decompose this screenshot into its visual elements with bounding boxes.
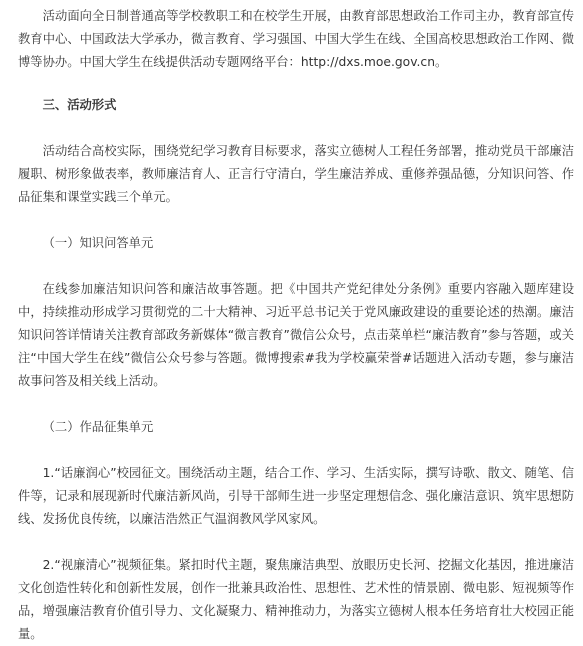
section-heading-activity-form: 三、活动形式 [42, 98, 117, 112]
spacer [18, 117, 574, 140]
quiz-unit-paragraph: 在线参加廉洁知识问答和廉洁故事答题。把《中国共产党纪律处分条例》重要内容融入题库建设中，持续推动形成学习贯彻党的二十大精神、习近平总书记关于党风廉政建设的重要论述的热潮。廉洁知识问答详情请关注教育部政务新媒体“微言教育”微信公众号，点击菜单栏“廉洁教育”参与答题，或关注“中国大学生在线”微信公众号参与答题。微博搜索#我为学校赢荣誉#话题进入活动专题，参与廉洁故事问答及相关线上活动。 [18, 282, 574, 388]
intro-paragraph: 活动面向全日制普通高等学校教职工和在校学生开展，由教育部思想政治工作司主办，教育部宣传教育中心、中国政法大学承办，微言教育、学习强国、中国大学生在线、全国高校思想政治工作网、微博等协办。中国大学生在线提供活动专题网络平台：http://dxs.moe.gov.cn。 [18, 9, 574, 69]
spacer [18, 74, 574, 94]
spacer [18, 209, 574, 232]
spacer [18, 439, 574, 462]
spacer [18, 531, 574, 554]
video-paragraph: 2.“视廉清心”视频征集。紧扣时代主题，聚焦廉洁典型、放眼历史长河、挖掘文化基因，推进廉洁文化创造性转化和创新性发展，创作一批兼具政治性、思想性、艺术性的情景剧、微电影、短视频等作品，增强廉洁教育价值引导力、文化凝聚力、精神推动力，为落实立德树人根本任务培育壮大校园正能量。 [18, 558, 574, 641]
essay-paragraph: 1.“话廉润心”校园征文。围绕活动主题，结合工作、学习、生活实际，撰写诗歌、散文、随笔、信件等，记录和展现新时代廉洁新风尚，引导干部师生进一步坚定理想信念、强化廉洁意识、筑牢思想防线、发扬优良传统，以廉洁浩然正气温润教风学风家风。 [18, 466, 574, 526]
subheading-works-unit: （二）作品征集单元 [42, 420, 154, 434]
subheading-quiz-unit: （一）知识问答单元 [42, 236, 154, 250]
spacer [18, 255, 574, 278]
spacer [18, 393, 574, 416]
activity-form-paragraph: 活动结合高校实际，围绕党纪学习教育目标要求，落实立德树人工程任务部署，推动党员干部廉洁履职、树形象做表率，教师廉洁育人、正言行守清白，学生廉洁养成、重修养强品德，分知识问答、作品征集和课堂实践三个单元。 [18, 144, 574, 204]
